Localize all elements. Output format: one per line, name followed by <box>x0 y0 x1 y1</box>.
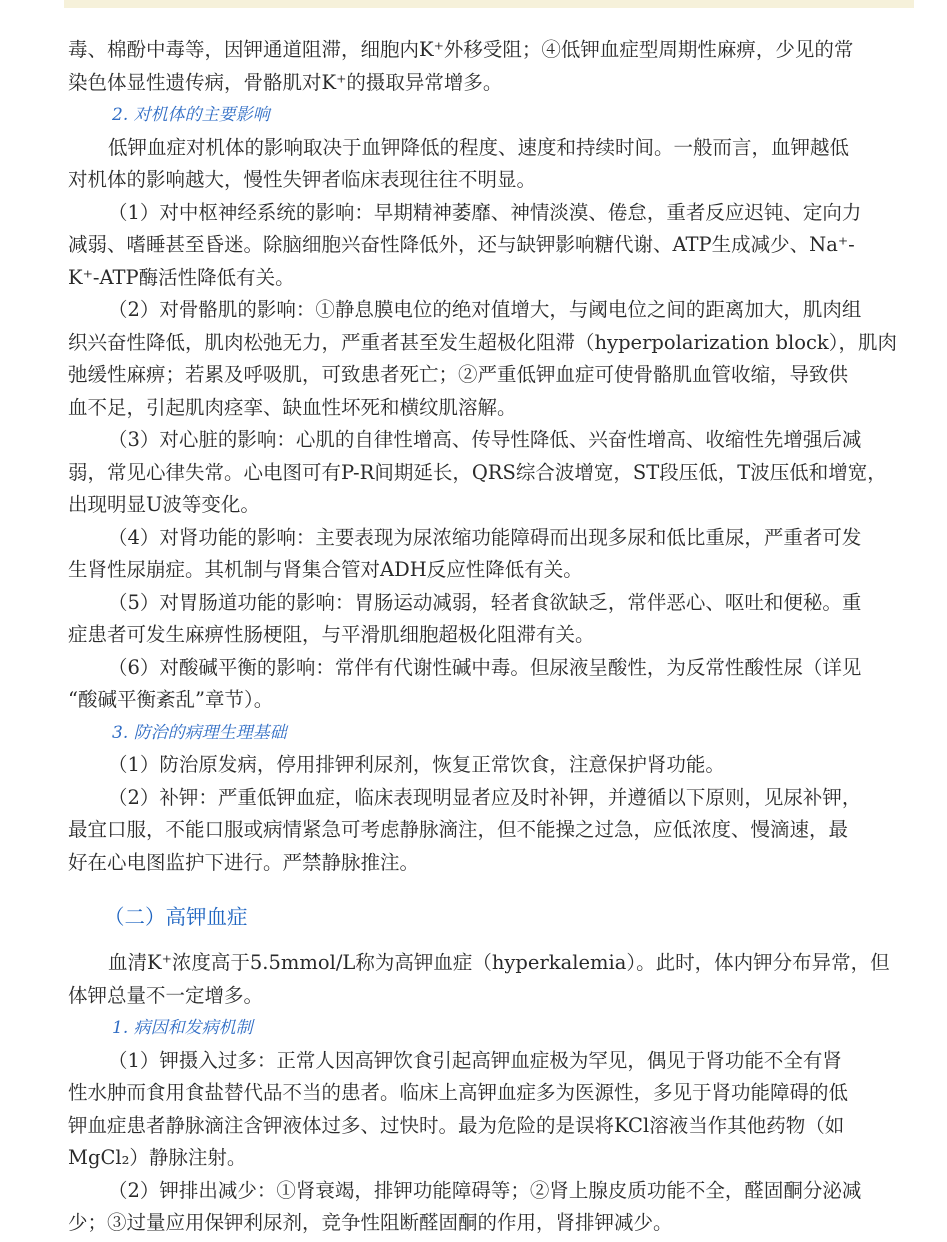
section-heading-hyperkalemia: （二）高钾血症 <box>104 905 248 929</box>
text-line: （2）对骨骼肌的影响：①静息膜电位的绝对值增大，与阈电位之间的距离加大，肌肉组 <box>108 298 862 321</box>
subheading-treatment: 3. 防治的病理生理基础 <box>112 722 287 743</box>
text-line: 织兴奋性降低，肌肉松弛无力，严重者甚至发生超极化阻滞（hyperpolarization block），肌肉 <box>68 330 897 354</box>
text-line: 出现明显U波等变化。 <box>68 493 260 516</box>
text-line: （1）对中枢神经系统的影响：早期精神萎靡、神情淡漠、倦怠，重者反应迟钝、定向力 <box>108 200 862 224</box>
subheading-main-effects: 2. 对机体的主要影响 <box>112 105 270 125</box>
text-line: （1）防治原发病，停用排钾利尿剂，恢复正常饮食，注意保护肾功能。 <box>108 753 725 776</box>
text-line: 染色体显性遗传病，骨骼肌对K⁺的摄取异常增多。 <box>68 70 503 94</box>
text-line: （4）对肾功能的影响：主要表现为尿浓缩功能障碍而出现多尿和低比重尿，严重者可发 <box>108 525 862 549</box>
text-line: 对机体的影响越大，慢性失钾者临床表现往往不明显。 <box>68 168 537 191</box>
text-line: 钾血症患者静脉滴注含钾液体过多、过快时。最为危险的是误将KCl溶液当作其他药物（如 <box>68 1113 845 1137</box>
text-line: 血不足，引起肌肉痉挛、缺血性坏死和横纹肌溶解。 <box>68 395 517 419</box>
text-line: （2）补钾：严重低钾血症，临床表现明显者应及时补钾，并遵循以下原则，见尿补钾， <box>108 785 862 809</box>
text-line: 血清K⁺浓度高于5.5mmol/L称为高钾血症（hyperkalemia）。此时，体内钾分布异常，但 <box>108 951 890 974</box>
text-line: 生肾性尿崩症。其机制与肾集合管对ADH反应性降低有关。 <box>68 558 583 581</box>
textbook-page <box>68 34 908 1240</box>
top-decorative-strip <box>64 0 914 8</box>
text-line: （1）钾摄入过多：正常人因高钾饮食引起高钾血症极为罕见，偶见于肾功能不全有肾 <box>108 1048 842 1072</box>
text-line: 好在心电图监护下进行。严禁静脉推注。 <box>68 850 420 874</box>
text-line: 弛缓性麻痹；若累及呼吸肌，可致患者死亡；②严重低钾血症可使骨骼肌血管收缩，导致供 <box>68 363 849 386</box>
text-line: 低钾血症对机体的影响取决于血钾降低的程度、速度和持续时间。一般而言，血钾越低 <box>108 135 850 159</box>
text-line: 弱，常见心律失常。心电图可有P-R间期延长，QRS综合波增宽，ST段压低，T波压低和增宽， <box>68 460 887 484</box>
text-line: 体钾总量不一定增多。 <box>68 983 264 1007</box>
text-line: “酸碱平衡紊乱”章节）。 <box>68 688 274 711</box>
text-line: 症患者可发生麻痹性肠梗阻，与平滑肌细胞超极化阻滞有关。 <box>68 623 595 646</box>
text-line: 毒、棉酚中毒等，因钾通道阻滞，细胞内K⁺外移受阻；④低钾血症型周期性麻痹，少见的常 <box>68 38 854 61</box>
text-line: （3）对心脏的影响：心肌的自律性增高、传导性降低、兴奋性增高、收缩性先增强后减 <box>108 428 862 451</box>
text-line: 性水肿而食用食盐替代品不当的患者。临床上高钾血症多为医源性，多见于肾功能障碍的低 <box>68 1081 849 1104</box>
text-line: 减弱、嗜睡甚至昏迷。除脑细胞兴奋性降低外，还与缺钾影响糖代谢、ATP生成减少、Na⁺- <box>68 233 855 256</box>
text-line: 少；③过量应用保钾利尿剂，竞争性阻断醛固酮的作用，肾排钾减少。 <box>68 1211 673 1234</box>
text-line: 最宜口服，不能口服或病情紧急可考虑静脉滴注，但不能操之过急，应低浓度、慢滴速，最 <box>68 818 849 841</box>
text-line: （6）对酸碱平衡的影响：常伴有代谢性碱中毒。但尿液呈酸性，为反常性酸性尿（详见 <box>108 655 862 679</box>
text-line: MgCl₂）静脉注射。 <box>68 1146 247 1169</box>
text-line: （5）对胃肠道功能的影响：胃肠运动减弱，轻者食欲缺乏，常伴恶心、呕吐和便秘。重 <box>108 590 862 614</box>
subheading-etiology: 1. 病因和发病机制 <box>112 1018 253 1038</box>
text-line: K⁺-ATP酶活性降低有关。 <box>68 265 295 289</box>
text-line: （2）钾排出减少：①肾衰竭，排钾功能障碍等；②肾上腺皮质功能不全，醛固酮分泌减 <box>108 1178 862 1202</box>
